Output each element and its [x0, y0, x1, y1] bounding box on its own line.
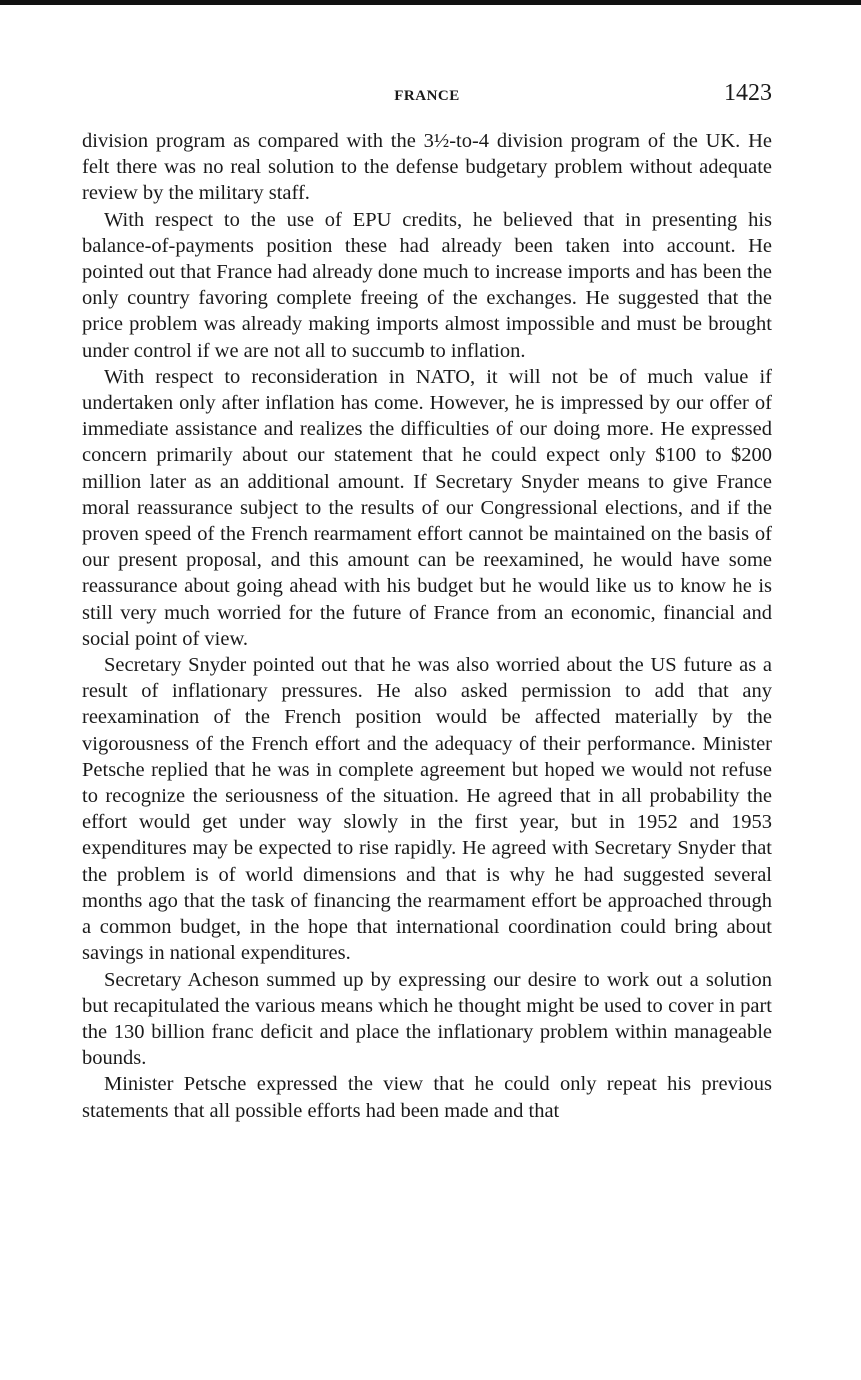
body-text — [82, 128, 772, 1124]
page-number: 1423 — [724, 80, 772, 106]
paragraph-nato-reconsideration: With respect to reconsideration in NATO, it will not be of much value if undertaken only after inflation has come. However, he is impressed by our offer of immediate assistance and realizes the difficulties of our doing more. He expressed concern primarily about our statement that he could expect only $100 to $200 million later as an additional amount. If Secretary Snyder means to give France moral reassurance subject to the results of our Congressional elections, and if the proven speed of the French rearmament effort cannot be maintained on the basis of our present proposal, and this amount can be reexamined, he would have some reassurance about going ahead with his budget but he would like us to know he is still very much worried for the future of France from an economic, financial and social point of view. — [82, 365, 772, 650]
paragraph-petsche-view: Minister Petsche expressed the view that he could only repeat his previous statements that all possible efforts had been made and that — [82, 1073, 772, 1122]
paragraph-epu-credits: With respect to the use of EPU credits, he believed that in presenting his balance-of-payments position these had already been taken into account. He pointed out that France had already done much to increase imports and has been the only country favoring complete freeing of the exchanges. He suggested that the price problem was already making imports almost impossible and must be brought under control if we are not all to succumb to inflation. — [82, 208, 772, 362]
running-title: FRANCE — [394, 88, 460, 104]
paragraph-snyder-reply: Secretary Snyder pointed out that he was also worried about the US future as a result of inflationary pressures. He also asked permission to add that any reexamination of the French position would be affected materially by the vigorousness of the French effort and the adequacy of their performance. Minister Petsche replied that he was in complete agreement but hoped we would not refuse to recognize the seriousness of the situation. He agreed that in all probability the effort would get under way slowly in the first year, but in 1952 and 1953 expenditures may be expected to rise rapidly. He agreed with Secretary Snyder that the problem is of world dimensions and that is why he had suggested several months ago that the task of financing the rearmament effort be approached through a common budget, in the hope that international coordination could bring about savings in national expenditures. — [82, 654, 772, 965]
paragraph-acheson-summary: Secretary Acheson summed up by expressing our desire to work out a solution but recapitulated the various means which he thought might be used to cover in part the 130 billion franc deficit and place the inflationary problem within manageable bounds. — [82, 968, 772, 1070]
page-header — [82, 80, 772, 116]
paragraph-continued: division program as compared with the 3½-to-4 division program of the UK. He felt there was no real solution to the defense budgetary problem without adequate review by the military staff. — [82, 130, 772, 205]
top-border-rule — [0, 0, 861, 5]
